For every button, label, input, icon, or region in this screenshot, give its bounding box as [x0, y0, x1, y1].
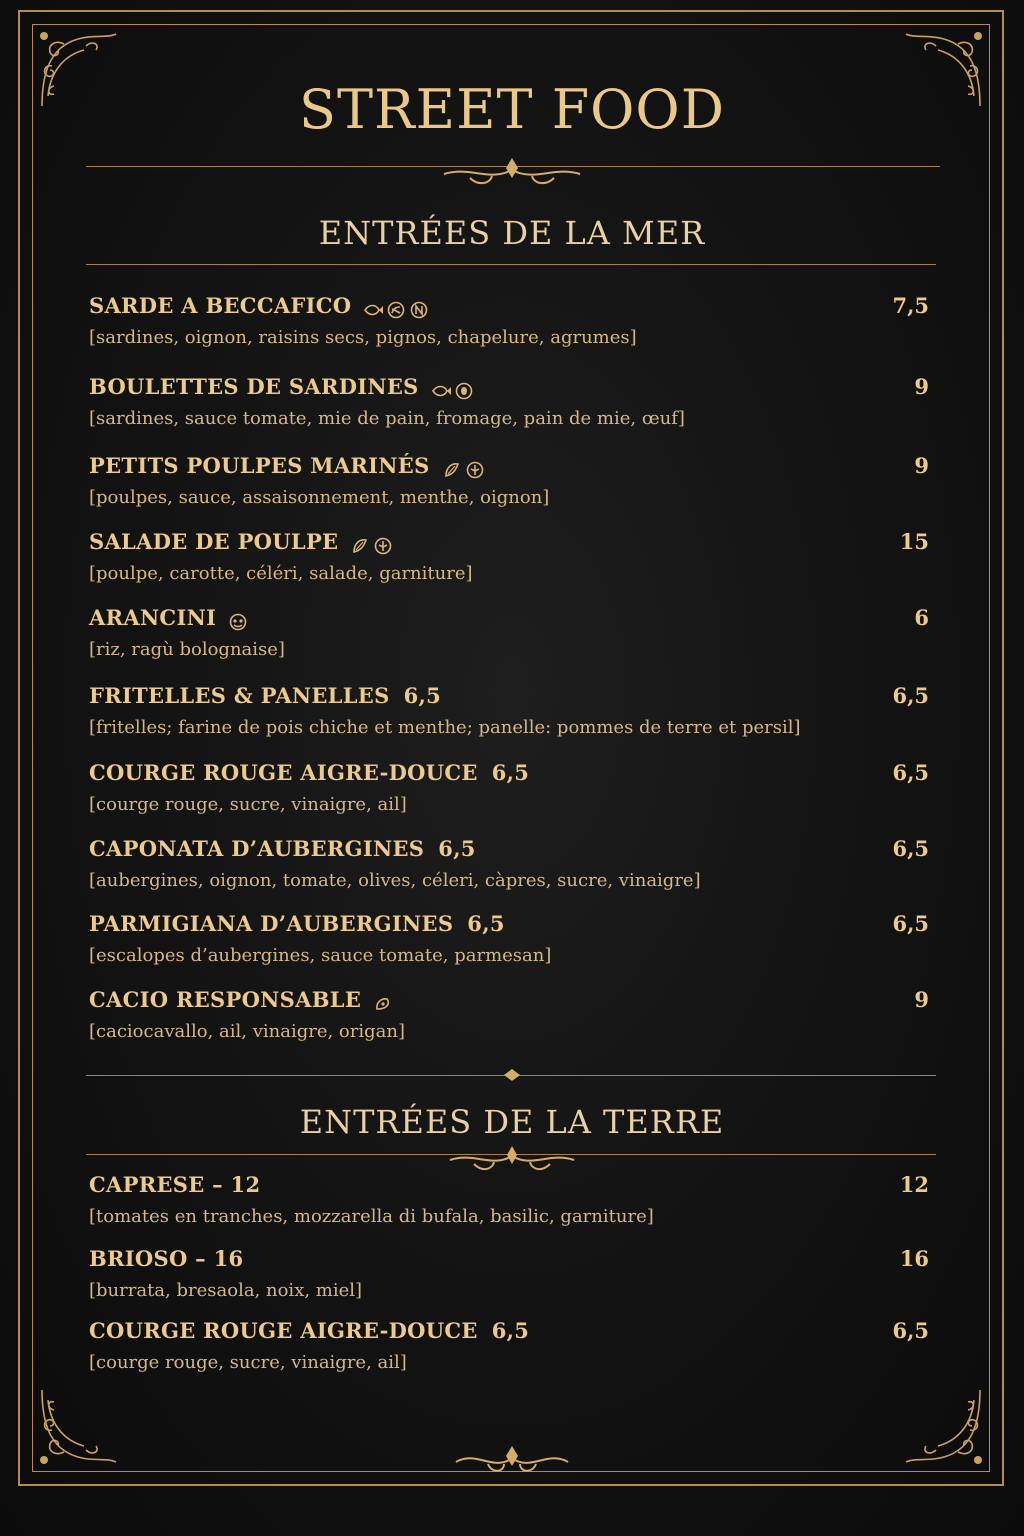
item-name-line [89, 987, 396, 1014]
allergen-icons [350, 531, 396, 556]
allergen-icons [442, 455, 488, 480]
allergen-icons [228, 607, 251, 632]
item-name: PARMIGIANA D’AUBERGINES [89, 911, 454, 936]
item-price: 16 [899, 1246, 929, 1271]
item-name: ARANCINI [89, 605, 217, 630]
allergen-icons [431, 376, 477, 401]
item-name: COURGE ROUGE AIGRE-DOUCE [89, 760, 478, 785]
item-name-price: 6,5 [403, 683, 442, 708]
item-description: [sardines, oignon, raisins secs, pignos, chapelure, agrumes] [89, 327, 637, 348]
egg-icon [454, 382, 474, 400]
item-name: SARDE A BECCAFICO [89, 293, 352, 318]
item-name: CACIO RESPONSABLE [89, 987, 362, 1012]
item-description: [escalopes d’aubergines, sauce tomate, parmesan] [89, 945, 552, 966]
item-name-line [89, 293, 432, 320]
bottom-ornament-icon [452, 1442, 572, 1478]
item-name: SALADE DE POULPE [89, 529, 339, 554]
allergen-icons [373, 989, 396, 1014]
corner-flourish-icon [34, 1380, 124, 1470]
item-name: BOULETTES DE SARDINES [89, 374, 419, 399]
item-description: [courge rouge, sucre, vinaigre, ail] [89, 794, 407, 815]
item-name-line [89, 683, 441, 708]
item-price: 6,5 [892, 683, 929, 708]
item-price: 15 [899, 529, 929, 554]
item-price: 6,5 [892, 911, 929, 936]
item-name-line [89, 605, 251, 632]
nut-icon [409, 301, 429, 319]
allergen-icons [363, 295, 432, 320]
item-name: PETITS POULPES MARINÉS [89, 453, 430, 478]
item-name-line [89, 374, 477, 401]
mollusc-icon [350, 537, 370, 555]
section-title-sea: ENTRÉES DE LA MER [318, 214, 706, 252]
fish-icon [363, 301, 383, 319]
item-name-line [89, 1172, 260, 1197]
mollusc-icon [442, 461, 462, 479]
celery-icon [373, 537, 393, 555]
section-divider [86, 264, 936, 265]
dairy-icon [373, 995, 393, 1013]
item-description: [caciocavallo, ail, vinaigre, origan] [89, 1021, 406, 1042]
item-name-line [89, 1246, 243, 1271]
item-name-line [89, 911, 505, 936]
item-price: 9 [914, 374, 929, 399]
item-description: [burrata, bresaola, noix, miel] [89, 1280, 363, 1301]
gluten-icon [228, 613, 248, 631]
section-title-land: ENTRÉES DE LA TERRE [299, 1103, 725, 1141]
item-price: 9 [914, 453, 929, 478]
item-price: 7,5 [892, 293, 929, 318]
corner-flourish-icon [898, 1380, 988, 1470]
item-price: 6 [914, 605, 929, 630]
item-description: [poulpes, sauce, assaisonnement, menthe, oignon] [89, 487, 550, 508]
celery-icon [465, 461, 485, 479]
item-price: 6,5 [892, 760, 929, 785]
item-name-line [89, 529, 396, 556]
item-name-line [89, 760, 529, 785]
item-name-price: 6,5 [491, 1318, 530, 1343]
item-name: CAPRESE – 12 [89, 1172, 261, 1197]
item-description: [poulpe, carotte, céléri, salade, garniture] [89, 563, 473, 584]
item-description: [tomates en tranches, mozzarella di bufala, basilic, garniture] [89, 1206, 654, 1227]
menu-title: STREET FOOD [299, 78, 725, 141]
item-name-line [89, 836, 476, 861]
item-name: CAPONATA D’AUBERGINES [89, 836, 425, 861]
item-name: BRIOSO – 16 [89, 1246, 244, 1271]
item-name-line [89, 1318, 529, 1343]
item-description: [fritelles; farine de pois chiche et menthe; panelle: pommes de terre et persil] [89, 717, 801, 738]
item-description: [courge rouge, sucre, vinaigre, ail] [89, 1352, 407, 1373]
item-description: [riz, ragù bolognaise] [89, 639, 285, 660]
item-name: FRITELLES & PANELLES [89, 683, 390, 708]
item-price: 9 [914, 987, 929, 1012]
wheat-icon [386, 301, 406, 319]
scroll-ornament-icon [440, 156, 584, 190]
item-name: COURGE ROUGE AIGRE-DOUCE [89, 1318, 478, 1343]
item-name-price: 6,5 [467, 911, 505, 936]
scroll-ornament-icon [446, 1146, 578, 1176]
item-price: 6,5 [892, 836, 929, 861]
item-description: [sardines, sauce tomate, mie de pain, fromage, pain de mie, œuf] [89, 408, 685, 429]
item-name-price: 6,5 [438, 836, 476, 861]
item-name-price: 6,5 [491, 760, 530, 785]
item-price: 6,5 [892, 1318, 929, 1343]
item-price: 12 [899, 1172, 929, 1197]
item-description: [aubergines, oignon, tomate, olives, céleri, càpres, sucre, vinaigre] [89, 870, 701, 891]
fish-icon [431, 382, 451, 400]
item-name-line [89, 453, 488, 480]
diamond-ornament-icon [500, 1068, 524, 1082]
